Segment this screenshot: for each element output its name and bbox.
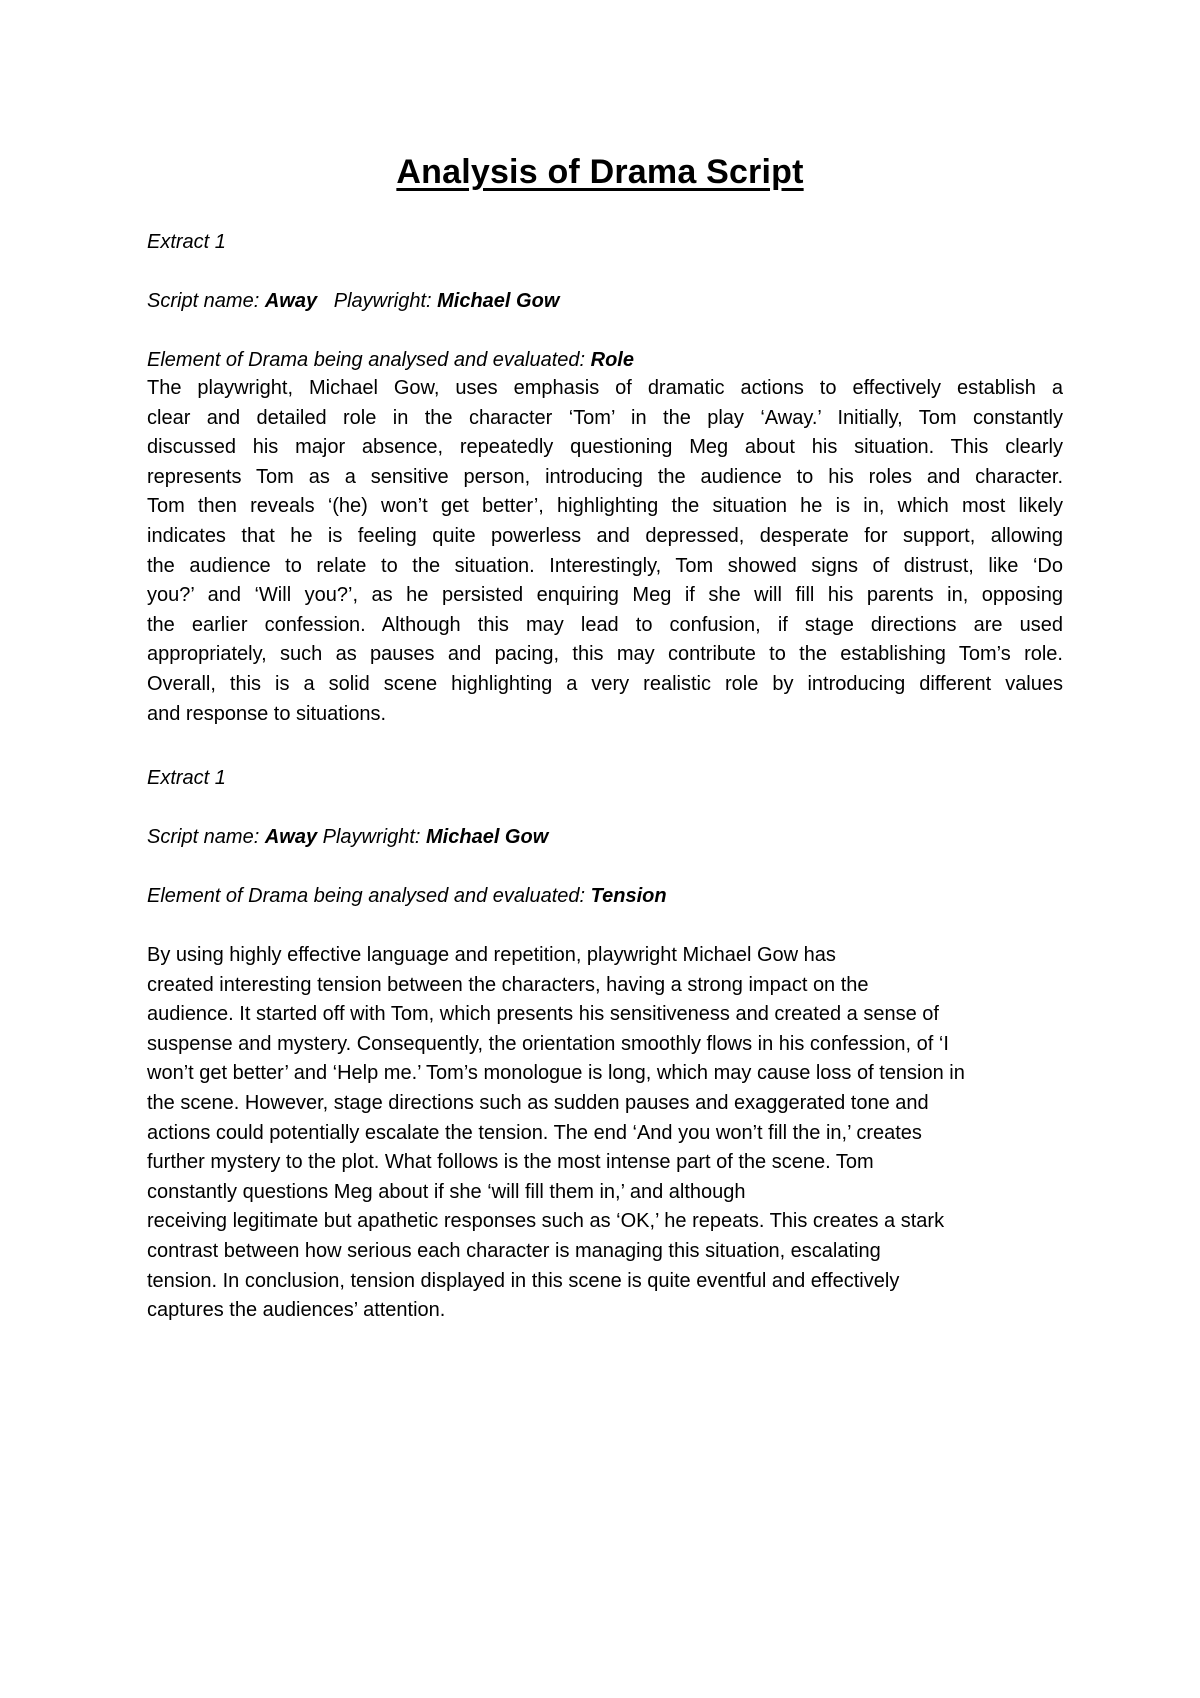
body-line: the scene. However, stage directions such as sudden pauses and exaggerated tone and — [147, 1091, 929, 1114]
body-line: contrast between how serious each character is managing this situation, escalating — [147, 1239, 881, 1262]
element-label: Element of Drama being analysed and evaluated: — [147, 349, 591, 371]
section1-element-line — [147, 346, 634, 374]
body-line: you?’ and ‘Will you?’, as he persisted enquiring Meg if she will fill his parents in, opposing — [147, 584, 1063, 607]
body-line: clear and detailed role in the character ‘Tom’ in the play ‘Away.’ Initially, Tom constantly — [147, 406, 1063, 429]
element-value: Role — [590, 349, 634, 371]
section2-element-line — [147, 882, 667, 910]
body-line: further mystery to the plot. What follows is the most intense part of the scene. Tom — [147, 1151, 874, 1174]
body-line: appropriately, such as pauses and pacing, this may contribute to the establishing Tom’s role. — [147, 643, 1063, 666]
script-name-label: Script name: — [147, 826, 265, 848]
body-line: actions could potentially escalate the tension. The end ‘And you won’t fill the in,’ creates — [147, 1121, 922, 1144]
body-line: Overall, this is a solid scene highlighting a very realistic role by introducing different values — [147, 672, 1063, 695]
body-line: suspense and mystery. Consequently, the orientation smoothly flows in his confession, of ‘I — [147, 1032, 949, 1055]
body-line: constantly questions Meg about if she ‘will fill them in,’ and although — [147, 1180, 746, 1203]
section2-extract-label: Extract 1 — [147, 767, 226, 789]
section1-script-line — [147, 287, 559, 315]
body-line: indicates that he is feeling quite powerless and depressed, desperate for support, allowing — [147, 524, 1063, 547]
body-line: discussed his major absence, repeatedly questioning Meg about his situation. This clearly — [147, 436, 1063, 459]
script-name-value: Away — [264, 290, 318, 312]
body-line: and response to situations. — [147, 702, 387, 725]
page-title: Analysis of Drama Script — [396, 153, 804, 191]
script-name-label: Script name: — [147, 290, 265, 312]
section2-script-line — [147, 823, 548, 851]
element-label: Element of Drama being analysed and evaluated: — [147, 885, 591, 907]
playwright-value: Michael Gow — [437, 290, 560, 312]
body-line: the audience to relate to the situation. Interestingly, Tom showed signs of distrust, like ‘Do — [147, 554, 1063, 577]
body-line: The playwright, Michael Gow, uses emphasis of dramatic actions to effectively establish a — [147, 377, 1063, 399]
body-line: created interesting tension between the characters, having a strong impact on the — [147, 973, 869, 996]
section2-body — [147, 941, 1063, 1326]
element-value: Tension — [590, 885, 667, 907]
body-line: won’t get better’ and ‘Help me.’ Tom’s monologue is long, which may cause loss of tension in — [147, 1062, 965, 1085]
body-line: tension. In conclusion, tension displayed in this scene is quite eventful and effectively — [147, 1269, 900, 1292]
body-line: By using highly effective language and repetition, playwright Michael Gow has — [147, 944, 836, 966]
script-name-value: Away — [264, 826, 318, 848]
body-line: audience. It started off with Tom, which presents his sensitiveness and created a sense of — [147, 1003, 939, 1026]
playwright-label: Playwright: — [333, 290, 438, 312]
body-line: the earlier confession. Although this may lead to confusion, if stage directions are used — [147, 613, 1063, 636]
section1-body — [147, 374, 1063, 729]
section1-extract-label: Extract 1 — [147, 231, 226, 253]
body-line: Tom then reveals ‘(he) won’t get better’, highlighting the situation he is in, which most likely — [147, 495, 1063, 518]
body-line: captures the audiences’ attention. — [147, 1299, 446, 1322]
playwright-label: Playwright: — [322, 826, 427, 848]
body-line: represents Tom as a sensitive person, introducing the audience to his roles and character. — [147, 465, 1063, 488]
playwright-value: Michael Gow — [426, 826, 549, 848]
body-line: receiving legitimate but apathetic responses such as ‘OK,’ he repeats. This creates a stark — [147, 1210, 945, 1233]
